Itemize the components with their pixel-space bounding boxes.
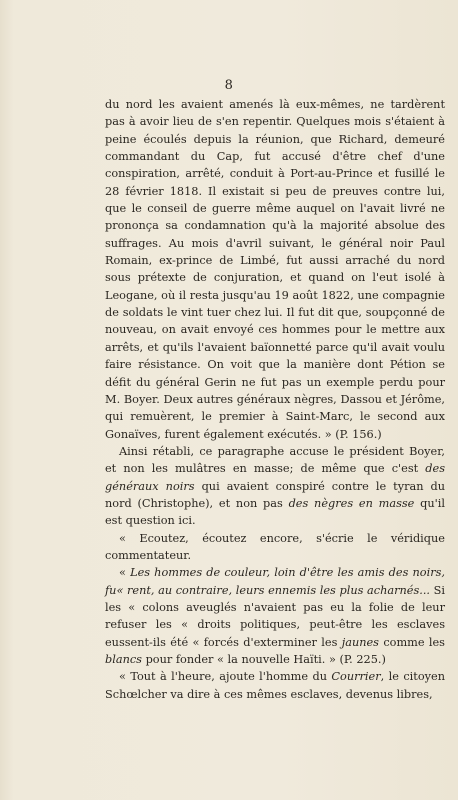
text-run: qu'il est question ici. (105, 496, 445, 528)
italic-text: des nègres en masse (288, 496, 415, 510)
text-run: comme les (378, 635, 445, 649)
text-run: Ainsi rétabli, ce paragraphe accuse le président Boyer, et non les mulâtres en masse; de même que c'est (105, 444, 445, 476)
text-run: du nord les avaient amenés là eux-mêmes, ne tardèrent pas à avoir lieu de s'en repentir. Quelques mois s'étaient à peine écoulés depuis la réunion, que Richard, demeuré commandant du Cap, fut accusé d'être chef d'une conspiration, arrêté, conduit à Port-au-Prince et fusillé le 28 février 1818. Il existait si peu de preuves contre lui, que le conseil de guerre même auquel on l'avait livré ne prononça sa condamnation qu'à la majorité absolue des suffrages. Au mois d'avril suivant, le général noir Paul Romain, ex-prince de Limbé, fut aussi arraché du nord sous prétexte de conjuration, et quand on l'eut isolé à Leogane, où il resta jusqu'au 19 août 1822, une compagnie de soldats le vint tuer chez lui. Il fut dit que, soupçonné de nouveau, on avait envoyé ces hommes pour le mettre aux arrêts, et qu'ils l'avaient baïonnetté parce qu'il avait voulu faire résistance. On voit que la manière dont Pétion se défit du général Gerin ne fut pas un exemple perdu pour M. Boyer. Deux autres généraux nègres, Dassou et Jérôme, qui remuèrent, le premier à Saint-Marc, le second aux Gonaïves, furent également exécutés. » (P. 156.) (105, 98, 445, 441)
paragraph (105, 443, 445, 530)
text-run: « Ecoutez, écoutez encore, s'écrie le véridique commentateur. (105, 531, 445, 562)
italic-text: des généraux noirs (105, 462, 445, 493)
paragraph (105, 96, 445, 443)
text-run: , le citoyen Schœlcher va dire à ces mêmes esclaves, devenus libres, (105, 670, 445, 701)
text-run: Si les « colons aveuglés n'avaient pas eu la folie de leur refuser les « droits politiques, peut-être les esclaves eussent-ils été « forcés d'exterminer les (105, 583, 445, 649)
page-number: 8 (224, 78, 234, 93)
text-run: « (119, 566, 131, 580)
italic-text: blancs (105, 653, 142, 666)
paragraph (105, 668, 445, 703)
paragraph (105, 530, 445, 565)
text-run: pour fonder « la nouvelle Haïti. » (P. 225.) (141, 653, 386, 666)
italic-text: jaunes (341, 635, 379, 649)
paragraph (105, 564, 445, 668)
italic-text: Courrier (331, 670, 381, 684)
text-run: « Tout à l'heure, ajoute l'homme du (119, 670, 332, 684)
italic-text: Les hommes de couleur, loin d'être les amis des noirs, fu« rent, au contraire, leurs ennemis les plus acharnés... (105, 566, 445, 597)
body-text (105, 96, 445, 703)
text-run: qui avaient conspiré contre le tyran du nord (Christophe), et non pas (105, 479, 445, 510)
